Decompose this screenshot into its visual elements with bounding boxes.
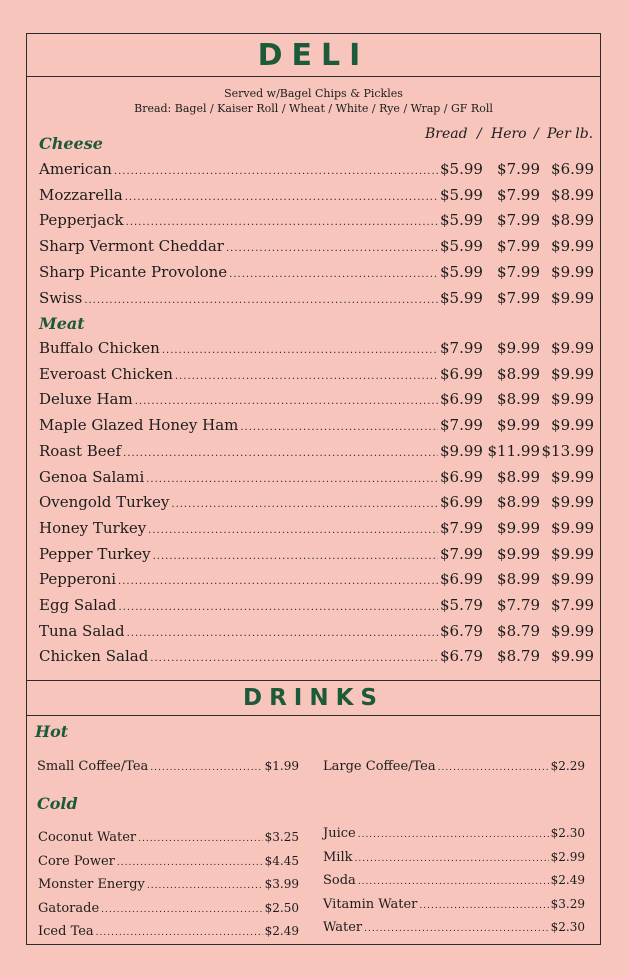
price-hero: $7.99 <box>497 237 540 256</box>
menu-item-row <box>39 622 594 642</box>
drink-name: Small Coffee/Tea <box>37 759 149 774</box>
price-per-lb: $9.99 <box>551 262 594 281</box>
drink-name: Milk <box>323 849 353 865</box>
price-per-lb: $9.99 <box>551 364 594 383</box>
menu-item-row <box>39 339 594 359</box>
col-sep-2: / <box>534 126 539 142</box>
item-prices <box>440 647 594 665</box>
drink-price: $2.99 <box>550 849 585 864</box>
drink-item-row <box>323 759 585 777</box>
item-name: Roast Beef <box>39 441 122 460</box>
drink-item-row <box>38 854 299 872</box>
price-hero: $8.79 <box>497 621 540 640</box>
item-prices <box>440 390 594 408</box>
price-per-lb: $9.99 <box>551 493 594 512</box>
item-prices <box>440 442 594 460</box>
price-bread: $6.99 <box>440 493 483 512</box>
leader-dots <box>138 834 263 844</box>
leader-dots <box>171 499 438 510</box>
price-bread: $7.99 <box>440 339 483 357</box>
price-bread: $6.79 <box>440 647 483 666</box>
menu-item-row <box>39 647 594 667</box>
drink-item-row <box>323 897 585 915</box>
menu-item-row <box>39 289 594 309</box>
drink-item-row <box>38 877 299 895</box>
price-per-lb: $9.99 <box>551 390 594 409</box>
drink-item-row <box>38 901 299 919</box>
item-name: Swiss <box>39 288 83 307</box>
drink-name: Iced Tea <box>38 924 94 939</box>
item-prices <box>440 160 594 178</box>
menu-item-row <box>39 237 594 257</box>
cheese-section-title: Cheese <box>39 134 103 153</box>
served-with-note: Served w/Bagel Chips & Pickles <box>224 87 403 100</box>
price-per-lb: $9.99 <box>551 570 594 589</box>
leader-dots <box>117 858 263 868</box>
menu-item-row <box>39 365 594 385</box>
price-hero: $9.99 <box>497 416 540 435</box>
bread-options: Bread: Bagel / Kaiser Roll / Wheat / White / Rye / Wrap / GF Roll <box>134 102 493 115</box>
col-bread: Bread <box>425 126 468 142</box>
drink-price: $2.49 <box>264 924 299 938</box>
item-prices <box>440 186 594 204</box>
drink-price: $1.99 <box>264 759 299 773</box>
item-name: Pepperjack <box>39 211 124 230</box>
leader-dots <box>148 525 438 536</box>
item-prices <box>440 237 594 255</box>
price-hero: $7.99 <box>497 262 540 281</box>
price-bread: $5.99 <box>440 160 483 178</box>
item-name: Pepper Turkey <box>39 544 151 563</box>
price-bread: $6.99 <box>440 570 483 589</box>
leader-dots <box>84 295 438 306</box>
menu-item-row <box>39 493 594 513</box>
item-prices <box>440 545 594 563</box>
price-bread: $6.99 <box>440 364 483 383</box>
leader-dots <box>438 763 549 773</box>
item-name: Buffalo Chicken <box>39 339 160 357</box>
item-name: American <box>39 160 112 178</box>
item-prices <box>440 365 594 383</box>
price-bread: $5.99 <box>440 237 483 256</box>
price-per-lb: $6.99 <box>551 160 594 178</box>
drink-price: $2.49 <box>550 873 585 887</box>
leader-dots <box>226 243 438 254</box>
item-name: Ovengold Turkey <box>39 493 170 512</box>
leader-dots <box>125 192 438 203</box>
leader-dots <box>153 551 438 562</box>
leader-dots <box>118 602 438 613</box>
menu-item-row <box>39 596 594 616</box>
leader-dots <box>126 217 438 228</box>
menu-item-row <box>39 186 594 206</box>
item-name: Chicken Salad <box>39 647 149 666</box>
price-bread: $7.99 <box>440 416 483 435</box>
price-per-lb: $9.99 <box>551 647 594 666</box>
item-prices <box>440 339 594 357</box>
item-prices <box>440 570 594 588</box>
item-prices <box>440 416 594 434</box>
item-prices <box>440 289 594 307</box>
item-name: Genoa Salami <box>39 467 145 486</box>
price-hero: $9.99 <box>497 518 540 537</box>
menu-item-row <box>39 442 594 462</box>
drink-item-row <box>323 920 585 938</box>
drink-name: Core Power <box>38 853 115 869</box>
price-per-lb: $9.99 <box>551 518 594 537</box>
price-per-lb: $8.99 <box>551 185 594 204</box>
menu-item-row <box>39 263 594 283</box>
drink-name: Gatorade <box>38 900 100 916</box>
item-name: Deluxe Ham <box>39 390 133 409</box>
price-per-lb: $9.99 <box>551 339 594 357</box>
price-per-lb: $8.99 <box>551 211 594 230</box>
price-per-lb: $9.99 <box>551 416 594 435</box>
leader-dots <box>150 653 438 664</box>
item-prices <box>440 263 594 281</box>
menu-item-row <box>39 416 594 436</box>
leader-dots <box>118 576 438 587</box>
price-hero: $8.99 <box>497 570 540 589</box>
drink-item-row <box>323 826 585 844</box>
item-name: Pepperoni <box>39 570 117 589</box>
price-hero: $7.79 <box>497 596 540 614</box>
price-hero: $7.99 <box>497 160 540 178</box>
leader-dots <box>358 877 549 887</box>
drink-price: $2.30 <box>550 826 585 840</box>
item-prices <box>440 493 594 511</box>
deli-info <box>27 86 600 116</box>
menu-item-row <box>39 545 594 565</box>
menu-item-row <box>39 468 594 488</box>
leader-dots <box>147 881 263 891</box>
price-bread: $5.99 <box>440 211 483 230</box>
menu-item-row <box>39 519 594 539</box>
drink-price: $3.25 <box>264 830 299 844</box>
item-name: Everoast Chicken <box>39 364 173 383</box>
leader-dots <box>135 396 438 407</box>
leader-dots <box>364 924 549 934</box>
price-bread: $6.79 <box>440 621 483 640</box>
drink-price: $4.45 <box>264 853 299 868</box>
hot-section-title: Hot <box>35 722 69 741</box>
leader-dots <box>127 628 438 639</box>
price-hero: $7.99 <box>497 211 540 230</box>
price-per-lb: $9.99 <box>551 467 594 486</box>
price-hero: $9.99 <box>497 544 540 563</box>
drink-item-row <box>38 830 299 848</box>
price-per-lb: $9.99 <box>551 237 594 256</box>
item-prices <box>440 596 594 614</box>
drink-price: $3.99 <box>264 877 299 891</box>
price-bread: $5.99 <box>440 262 483 281</box>
drink-name: Soda <box>323 873 356 888</box>
drink-name: Vitamin Water <box>323 896 418 912</box>
item-name: Tuna Salad <box>39 621 125 640</box>
price-hero: $8.99 <box>497 467 540 486</box>
col-hero: Hero <box>491 126 527 142</box>
price-hero: $7.99 <box>497 288 540 307</box>
drink-name: Large Coffee/Tea <box>323 759 436 774</box>
price-hero: $8.99 <box>497 364 540 383</box>
leader-dots <box>114 166 438 177</box>
drinks-title: DRINKS <box>27 680 600 716</box>
drink-name: Juice <box>323 826 356 841</box>
price-per-lb: $7.99 <box>551 596 594 614</box>
leader-dots <box>419 901 548 911</box>
price-per-lb: $9.99 <box>551 621 594 640</box>
price-per-lb: $9.99 <box>551 544 594 563</box>
leader-dots <box>358 830 549 840</box>
price-bread: $5.99 <box>440 288 483 307</box>
item-prices <box>440 468 594 486</box>
menu-frame <box>26 33 601 945</box>
leader-dots <box>101 905 262 915</box>
price-per-lb: $9.99 <box>551 288 594 307</box>
price-per-lb: $13.99 <box>541 441 594 460</box>
leader-dots <box>96 928 263 938</box>
menu-item-row <box>39 211 594 231</box>
leader-dots <box>355 854 549 864</box>
meat-section-title: Meat <box>39 314 85 333</box>
price-bread: $7.99 <box>440 518 483 537</box>
price-bread: $6.99 <box>440 390 483 409</box>
menu-item-row <box>39 160 594 180</box>
col-per-lb: Per lb. <box>547 126 594 142</box>
col-sep-1: / <box>477 126 482 142</box>
item-name: Egg Salad <box>39 596 117 614</box>
leader-dots <box>150 763 262 773</box>
drink-name: Monster Energy <box>38 877 145 892</box>
price-hero: $8.99 <box>497 493 540 512</box>
drink-price: $3.29 <box>550 896 585 911</box>
item-prices <box>440 211 594 229</box>
leader-dots <box>146 474 438 485</box>
price-hero: $7.99 <box>497 185 540 204</box>
item-name: Honey Turkey <box>39 518 147 537</box>
item-name: Mozzarella <box>39 185 123 204</box>
item-prices <box>440 622 594 640</box>
drink-item-row <box>38 924 299 942</box>
drink-item-row <box>323 850 585 868</box>
leader-dots <box>229 269 438 280</box>
price-hero: $9.99 <box>497 339 540 357</box>
drink-item-row <box>37 759 299 777</box>
price-hero: $8.99 <box>497 390 540 409</box>
drink-item-row <box>323 873 585 891</box>
drink-price: $2.29 <box>550 759 585 773</box>
price-bread: $9.99 <box>440 441 483 460</box>
item-name: Maple Glazed Honey Ham <box>39 416 239 435</box>
price-bread: $5.99 <box>440 185 483 204</box>
drink-price: $2.50 <box>264 900 299 915</box>
menu-item-row <box>39 390 594 410</box>
drink-price: $2.30 <box>550 920 585 934</box>
leader-dots <box>175 371 438 382</box>
menu-item-row <box>39 570 594 590</box>
price-hero: $11.99 <box>487 441 540 460</box>
price-bread: $7.99 <box>440 544 483 563</box>
price-bread: $6.99 <box>440 467 483 486</box>
cold-section-title: Cold <box>37 794 78 813</box>
item-prices <box>440 519 594 537</box>
leader-dots <box>162 345 438 356</box>
deli-title: DELI <box>27 34 600 77</box>
price-hero: $8.79 <box>497 647 540 666</box>
leader-dots <box>123 448 438 459</box>
drink-name: Coconut Water <box>38 830 137 845</box>
leader-dots <box>240 422 438 433</box>
drink-name: Water <box>323 920 363 935</box>
item-name: Sharp Vermont Cheddar <box>39 237 224 256</box>
price-bread: $5.79 <box>440 596 483 614</box>
item-name: Sharp Picante Provolone <box>39 262 228 281</box>
